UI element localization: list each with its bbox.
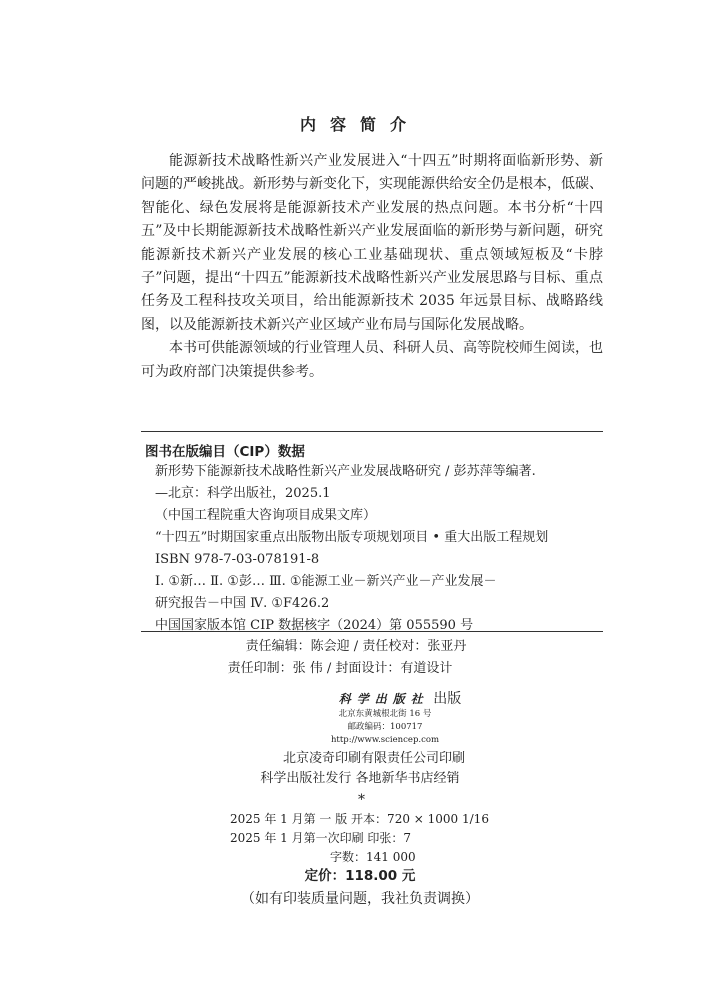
printer-block bbox=[0, 749, 720, 789]
staff-credits bbox=[0, 636, 720, 680]
edition-info bbox=[0, 810, 720, 867]
word-count: 字数：141 000 bbox=[330, 850, 416, 864]
cip-line: 研究报告－中国 Ⅳ. ①F426.2 bbox=[155, 596, 330, 611]
publisher-block bbox=[0, 688, 720, 747]
cip-line: —北京：科学出版社，2025.1 bbox=[155, 486, 331, 501]
publisher-postcode: 邮政编码：100717 bbox=[347, 722, 423, 732]
cip-bottom-rule bbox=[141, 631, 603, 632]
print-credit: 责任印制：张 伟 / 封面设计：有道设计 bbox=[227, 661, 453, 676]
distribution-info: 科学出版社发行 各地新华书店经销 bbox=[260, 771, 460, 786]
edition-line: 2025 年 1 月第 一 版 开本：720 × 1000 1/16 bbox=[230, 812, 489, 826]
cip-line: （中国工程院重大咨询项目成果文库） bbox=[155, 508, 377, 523]
cip-line: ISBN 978-7-03-078191-8 bbox=[155, 552, 320, 567]
quality-notice: （如有印装质量问题，我社负责调换） bbox=[241, 891, 479, 907]
printer-name: 北京凌奇印刷有限责任公司印刷 bbox=[282, 751, 465, 766]
intro-title: 内容简介 bbox=[299, 115, 420, 134]
intro-paragraph: 本书可供能源领域的行业管理人员、科研人员、高等院校师生阅读，也可为政府部门决策提供参考。 bbox=[141, 340, 603, 380]
cip-line: Ⅰ. ①新… Ⅱ. ①彭… Ⅲ. ①能源工业－新兴产业－产业发展－ bbox=[155, 574, 497, 589]
intro-body bbox=[141, 150, 603, 384]
cip-line: 中国国家版本馆 CIP 数据核字（2024）第 055590 号 bbox=[155, 618, 474, 633]
publisher-suffix: 出版 bbox=[433, 691, 462, 707]
intro-paragraph: 能源新技术战略性新兴产业发展进入“十四五”时期将面临新形势、新问题的严峻挑战。新形势与新变化下，实现能源供给安全仍是根本，低碳、智能化、绿色发展将是能源新技术产业发展的热点问题。本书分析“十四五”及中长期能源新技术战略性新兴产业发展面临的新形势与新问题，研究能源新技术新兴产业发展的核心工业基础现状、重点领域短板及“卡脖子”问题，提出“十四五”能源新技术战略性新兴产业发展思路与目标、重点任务及工程科技攻关项目，给出能源新技术 2035 年远景目标、战略路线图，以及能源新技术新兴产业区域产业布局与国际化发展战略。 bbox=[141, 153, 603, 333]
publisher-logo: 科学出版社 bbox=[338, 692, 429, 706]
separator-asterisk: * bbox=[358, 792, 365, 808]
cip-top-rule bbox=[141, 431, 603, 432]
printing-line: 2025 年 1 月第一次印刷 印张：7 bbox=[230, 831, 412, 845]
cip-line: 新形势下能源新技术战略性新兴产业发展战略研究 / 彭苏萍等编著. bbox=[155, 464, 536, 479]
editor-credit: 责任编辑：陈会迎 / 责任校对：张亚丹 bbox=[245, 639, 467, 654]
publisher-url: http://www.sciencep.com bbox=[330, 735, 440, 745]
publisher-address: 北京东黄城根北街 16 号 bbox=[338, 709, 432, 719]
cip-heading: 图书在版编目（CIP）数据 bbox=[145, 444, 305, 460]
cip-data-block bbox=[141, 461, 606, 637]
cip-line: “十四五”时期国家重点出版物出版专项规划项目 • 重大出版工程规划 bbox=[155, 530, 549, 545]
price: 定价：118.00 元 bbox=[304, 868, 416, 884]
